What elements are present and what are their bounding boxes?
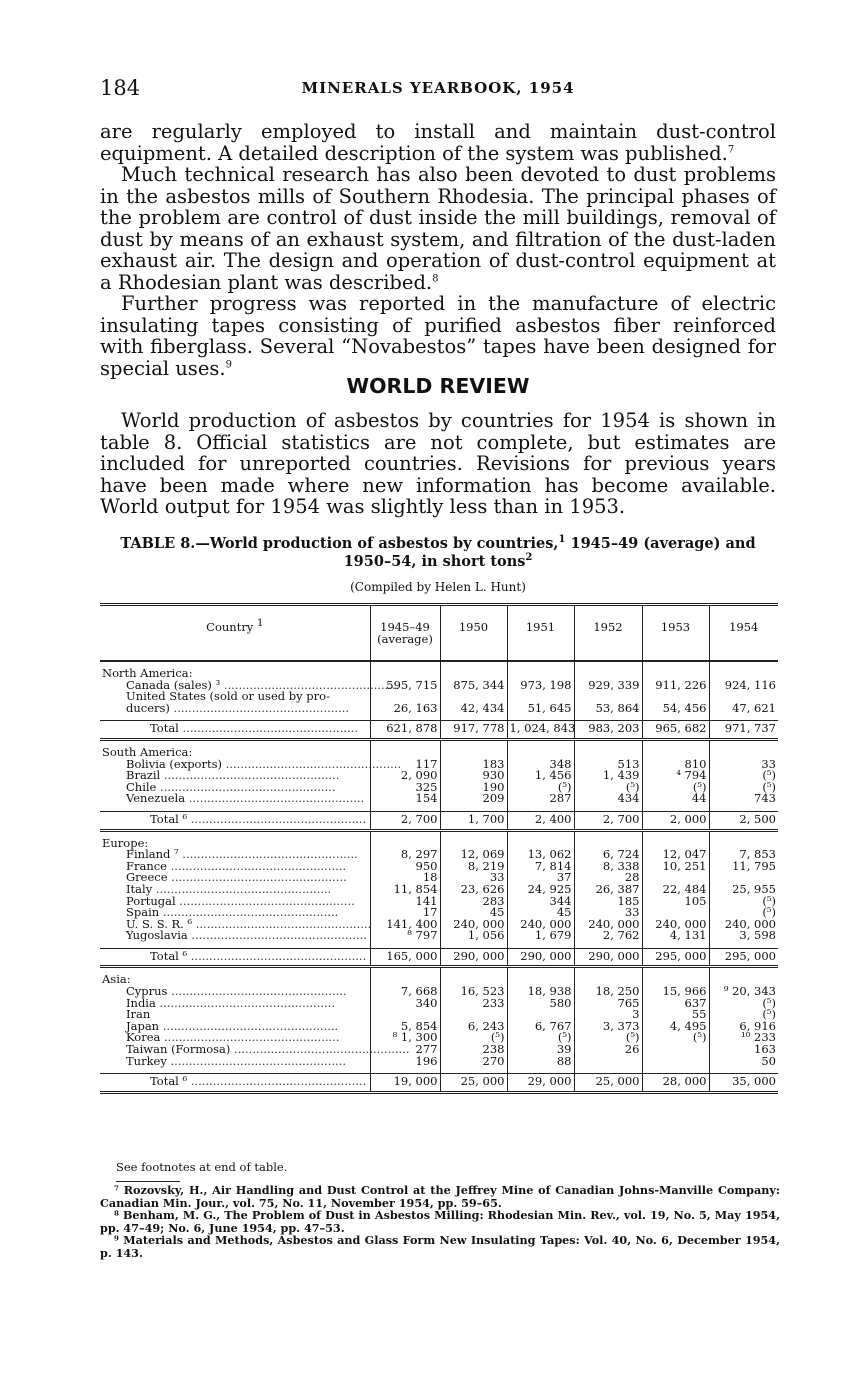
col-header-country xyxy=(100,605,370,662)
spacer-cell xyxy=(440,967,507,975)
country-name xyxy=(102,1053,368,1068)
total-value-cell: 29, 000 xyxy=(507,1074,574,1093)
value-cell: 10, 251 xyxy=(642,861,709,873)
spacer-cell xyxy=(440,830,507,838)
value-cell: 8, 338 xyxy=(574,861,642,873)
value-cell: 45 xyxy=(507,907,574,919)
total-text: Total xyxy=(150,721,179,736)
total-value-cell: 2, 000 xyxy=(642,811,709,830)
value-cell: 26, 163 xyxy=(370,703,440,715)
col-header-1951: 1951 xyxy=(507,605,574,662)
value-cell: 196 xyxy=(370,1056,440,1068)
value-cell: 15, 966 xyxy=(642,986,709,998)
value-cell: 240, 000 xyxy=(642,919,709,931)
country-text: Portugal xyxy=(126,893,176,908)
value-cell: 23, 626 xyxy=(440,884,507,896)
leader-dots: ................................................ xyxy=(166,1053,346,1068)
country-text: Spain xyxy=(126,905,160,920)
total-row xyxy=(100,948,778,967)
total-value-cell: 621, 878 xyxy=(370,721,440,740)
leader-dots: ................................................ xyxy=(155,995,335,1010)
spacer-cell xyxy=(709,739,778,747)
total-value-cell: 983, 203 xyxy=(574,721,642,740)
value-cell: 51, 645 xyxy=(507,703,574,715)
spacer-cell xyxy=(370,830,440,838)
total-label xyxy=(102,811,368,826)
value-cell: (⁵) xyxy=(709,907,778,919)
region-label: Asia: xyxy=(102,972,131,987)
footnote-ref: 2 xyxy=(525,552,533,564)
spacer-cell xyxy=(100,967,370,975)
col-header-1953: 1953 xyxy=(642,605,709,662)
value-cell: 26 xyxy=(574,1044,642,1056)
value-cell: 37 xyxy=(507,872,574,884)
value-cell: 6, 243 xyxy=(440,1021,507,1033)
value-cell: 240, 000 xyxy=(440,919,507,931)
spacer-cell xyxy=(440,739,507,747)
value-cell: (⁵) xyxy=(507,1032,574,1044)
country-text: ducers) xyxy=(126,700,170,715)
region-label: South America: xyxy=(102,744,193,759)
paragraph-text: Further progress was reported in the manufacture of electric insulating tapes consisting of purified asbestos fiber reinforced with fiberglass. Several “Novabestos” tapes have been designed for special uses. xyxy=(100,292,776,380)
value-cell: 22, 484 xyxy=(642,884,709,896)
value-cell: 25, 955 xyxy=(709,884,778,896)
total-value-cell: 290, 000 xyxy=(574,948,642,967)
value-cell: 7, 853 xyxy=(709,849,778,861)
value-cell: 33 xyxy=(709,759,778,771)
intro-text xyxy=(100,121,776,379)
value-cell: 13, 062 xyxy=(507,849,574,861)
spacer-row xyxy=(100,830,778,838)
total-value-cell: 295, 000 xyxy=(709,948,778,967)
running-head: MINERALS YEARBOOK, 1954 xyxy=(301,79,575,97)
value-cell: (⁵) xyxy=(507,782,574,794)
spacer-cell xyxy=(507,661,574,668)
see-footnotes-note: See footnotes at end of table. xyxy=(116,1160,288,1174)
leader-dots: ................................................ xyxy=(187,928,367,943)
total-label xyxy=(102,948,368,963)
value-cell: 240, 000 xyxy=(574,919,642,931)
value-cell: 930 xyxy=(440,770,507,782)
value-cell: 141 xyxy=(370,896,440,908)
leader-dots: ................................................ xyxy=(192,916,372,931)
country-name xyxy=(102,793,368,805)
value-cell: 3, 373 xyxy=(574,1021,642,1033)
value-cell: 209 xyxy=(440,793,507,805)
value-cell: ⁹ 20, 343 xyxy=(709,986,778,998)
total-value-cell: 295, 000 xyxy=(642,948,709,967)
total-label-cell xyxy=(100,721,370,740)
total-value-cell: 2, 500 xyxy=(709,811,778,830)
value-cell: 277 xyxy=(370,1044,440,1056)
value-cell: 7, 668 xyxy=(370,986,440,998)
value-cell: 875, 344 xyxy=(440,680,507,692)
spacer-cell xyxy=(507,967,574,975)
header-text: Country xyxy=(206,620,254,634)
leader-dots: ................................................ xyxy=(220,677,400,692)
value-cell: 4, 495 xyxy=(642,1021,709,1033)
total-value-cell: 28, 000 xyxy=(642,1074,709,1093)
value-cell: 117 xyxy=(370,759,440,771)
total-value-cell: 25, 000 xyxy=(440,1074,507,1093)
value-cell: (⁵) xyxy=(709,998,778,1010)
country-text: U. S. S. R. ⁶ xyxy=(126,916,193,931)
value-cell: 24, 925 xyxy=(507,884,574,896)
footnote-ref: 1 xyxy=(256,618,264,630)
table-row xyxy=(100,998,778,1010)
country-text: Japan xyxy=(126,1018,160,1033)
value-cell xyxy=(574,1056,642,1068)
country-text: Iran xyxy=(126,1007,151,1022)
header-text: 1945–49 xyxy=(380,620,430,634)
leader-dots: ................................................ xyxy=(167,984,347,999)
value-cell: 595, 715 xyxy=(370,680,440,692)
value-cell: 637 xyxy=(642,998,709,1010)
total-value-cell: 2, 700 xyxy=(574,811,642,830)
value-cell: 765 xyxy=(574,998,642,1010)
leader-dots: ................................................ xyxy=(160,1030,340,1045)
spacer-cell xyxy=(709,661,778,668)
leader-dots: ................................................ xyxy=(152,881,332,896)
total-text: Total ⁶ xyxy=(150,1074,188,1089)
country-text: India xyxy=(126,995,156,1010)
leader-dots: ................................................ xyxy=(175,893,355,908)
table-header-row xyxy=(100,605,778,662)
table-row xyxy=(100,930,778,942)
leader-dots: ................................................ xyxy=(187,948,367,963)
value-cell: 287 xyxy=(507,793,574,805)
value-cell: 580 xyxy=(507,998,574,1010)
value-cell: 238 xyxy=(440,1044,507,1056)
total-row xyxy=(100,1074,778,1093)
country-cell xyxy=(100,793,370,805)
col-header-1950: 1950 xyxy=(440,605,507,662)
leader-dots: ................................................ xyxy=(187,811,367,826)
value-cell: 6, 767 xyxy=(507,1021,574,1033)
value-cell: 929, 339 xyxy=(574,680,642,692)
value-cell: 5, 854 xyxy=(370,1021,440,1033)
spacer-cell xyxy=(709,967,778,975)
value-cell: 18, 938 xyxy=(507,986,574,998)
leader-dots: ................................................ xyxy=(159,1018,339,1033)
table-row xyxy=(100,1056,778,1068)
value-cell: 3 xyxy=(574,1009,642,1021)
country-text: Finland ⁷ xyxy=(126,847,179,862)
leader-dots: ................................................ xyxy=(178,721,358,736)
paragraph xyxy=(100,164,776,293)
value-cell: 1, 439 xyxy=(574,770,642,782)
spacer-cell xyxy=(642,661,709,668)
country-text: France xyxy=(126,858,167,873)
paragraph-text: Much technical research has also been devoted to dust problems in the asbestos mills of Southern Rhodesia. The principal phases of the problem are control of dust inside the mill buildings, removal of dust by means of an exhaust system, and filtration of the dust-laden exhaust air. The design and operation of dust-control equipment at a Rhodesian plant was described. xyxy=(100,163,776,294)
region-label: Europe: xyxy=(102,835,149,850)
total-value-cell: 1, 024, 843 xyxy=(507,721,574,740)
value-cell: 39 xyxy=(507,1044,574,1056)
value-cell: 240, 000 xyxy=(709,919,778,931)
spacer-cell xyxy=(440,661,507,668)
leader-dots: ................................................ xyxy=(160,768,340,783)
spacer-cell xyxy=(507,739,574,747)
value-cell: 183 xyxy=(440,759,507,771)
footnote-ref: 8 xyxy=(432,273,439,284)
country-text: Chile xyxy=(126,779,157,794)
value-cell: (⁵) xyxy=(440,1032,507,1044)
value-cell: (⁵) xyxy=(642,782,709,794)
country-text: Bolivia (exports) xyxy=(126,756,222,771)
table-row xyxy=(100,703,778,715)
value-cell: 12, 047 xyxy=(642,849,709,861)
country-text: Brazil xyxy=(126,768,161,783)
value-cell: ⁴ 794 xyxy=(642,770,709,782)
value-cell: 185 xyxy=(574,896,642,908)
country-cell xyxy=(100,1053,370,1068)
footnote-ref: 7 xyxy=(727,144,735,155)
review-text xyxy=(100,410,776,518)
country-text: Greece xyxy=(126,870,168,885)
spacer-row xyxy=(100,739,778,747)
col-header-1954: 1954 xyxy=(709,605,778,662)
footnote: ⁸ Benham, M. G., The Problem of Dust in Asbestos Milling: Rhodesian Min. Rev., vol. 19, No. 5, May 1954, pp. 47–49; No. 6, June 1954, pp. 47–53. xyxy=(100,1208,780,1235)
value-cell: 325 xyxy=(370,782,440,794)
footnote: ⁷ Rozovsky, H., Air Handling and Dust Control at the Jeffrey Mine of Canadian Johns-Manville Company: Canadian Min. Jour., vol. 75, No. 11, November 1954, pp. 59–65. xyxy=(100,1183,780,1210)
footnote-ref: 9 xyxy=(225,359,232,370)
leader-dots: ................................................ xyxy=(178,847,358,862)
table-row xyxy=(100,793,778,805)
leader-dots: ................................................ xyxy=(156,779,336,794)
table-caption xyxy=(100,535,776,571)
spacer-cell xyxy=(574,830,642,838)
country-name xyxy=(102,700,368,715)
leader-dots: ................................................ xyxy=(230,1042,410,1057)
value-cell: 18, 250 xyxy=(574,986,642,998)
total-value-cell: 290, 000 xyxy=(440,948,507,967)
caption-part: 1945–49 (average) and 1950–54, in short tons xyxy=(343,535,756,570)
col-header-1945 xyxy=(370,605,440,662)
value-cell xyxy=(642,1044,709,1056)
value-cell: 53, 864 xyxy=(574,703,642,715)
country-text: Taiwan (Formosa) xyxy=(126,1042,231,1057)
page-number: 184 xyxy=(100,76,141,100)
value-cell: 270 xyxy=(440,1056,507,1068)
paragraph xyxy=(100,293,776,379)
value-cell: 18 xyxy=(370,872,440,884)
value-cell: 1, 679 xyxy=(507,930,574,942)
value-cell: ¹⁰ 233 xyxy=(709,1032,778,1044)
leader-dots: ................................................ xyxy=(159,905,339,920)
total-value-cell: 2, 700 xyxy=(370,811,440,830)
value-cell: 44 xyxy=(642,793,709,805)
value-cell: 33 xyxy=(440,872,507,884)
total-label-cell xyxy=(100,948,370,967)
value-cell: 1, 456 xyxy=(507,770,574,782)
value-cell: 434 xyxy=(574,793,642,805)
country-text: United States (sold or used by pro- xyxy=(126,689,330,704)
total-label xyxy=(102,723,368,735)
value-cell: 28 xyxy=(574,872,642,884)
value-cell: 190 xyxy=(440,782,507,794)
country-text: Turkey xyxy=(126,1053,167,1068)
caption-part: TABLE 8.—World production of asbestos by countries, xyxy=(120,535,559,552)
leader-dots: ................................................ xyxy=(187,1074,367,1089)
spacer-cell xyxy=(507,830,574,838)
country-name xyxy=(102,930,368,942)
value-cell: 42, 434 xyxy=(440,703,507,715)
value-cell: 88 xyxy=(507,1056,574,1068)
total-value-cell: 19, 000 xyxy=(370,1074,440,1093)
spacer-cell xyxy=(574,967,642,975)
value-cell: 950 xyxy=(370,861,440,873)
spacer-row xyxy=(100,661,778,668)
country-text: Cyprus xyxy=(126,984,168,999)
spacer-cell xyxy=(574,739,642,747)
leader-dots: ................................................ xyxy=(169,700,350,715)
total-value-cell: 971, 737 xyxy=(709,721,778,740)
value-cell: 743 xyxy=(709,793,778,805)
total-label-cell xyxy=(100,811,370,830)
value-cell: 16, 523 xyxy=(440,986,507,998)
table-body xyxy=(100,661,778,1092)
total-label-cell xyxy=(100,1074,370,1093)
value-cell: 1, 056 xyxy=(440,930,507,942)
section-title: WORLD REVIEW xyxy=(346,374,530,398)
value-cell: 45 xyxy=(440,907,507,919)
value-cell: 105 xyxy=(642,896,709,908)
value-cell: (⁵) xyxy=(709,782,778,794)
leader-dots: ................................................ xyxy=(167,870,347,885)
total-value-cell: 35, 000 xyxy=(709,1074,778,1093)
value-cell: 6, 724 xyxy=(574,849,642,861)
total-row xyxy=(100,721,778,740)
value-cell: ⁸ 797 xyxy=(370,930,440,942)
table-compiled-by: (Compiled by Helen L. Hunt) xyxy=(350,580,526,594)
value-cell: 344 xyxy=(507,896,574,908)
value-cell: 283 xyxy=(440,896,507,908)
leader-dots: ................................................ xyxy=(167,858,347,873)
spacer-cell xyxy=(370,967,440,975)
total-value-cell: 1, 700 xyxy=(440,811,507,830)
value-cell: 12, 069 xyxy=(440,849,507,861)
spacer-cell xyxy=(709,830,778,838)
leader-dots: ................................................ xyxy=(185,791,365,806)
value-cell: (⁵) xyxy=(709,1009,778,1021)
country-text: Italy xyxy=(126,881,153,896)
spacer-cell xyxy=(370,661,440,668)
country-text: Korea xyxy=(126,1030,161,1045)
spacer-row xyxy=(100,967,778,975)
total-label xyxy=(102,1076,368,1088)
value-cell: 810 xyxy=(642,759,709,771)
value-cell: 50 xyxy=(709,1056,778,1068)
value-cell: 340 xyxy=(370,998,440,1010)
col-header-1952: 1952 xyxy=(574,605,642,662)
total-value-cell: 2, 400 xyxy=(507,811,574,830)
value-cell: 240, 000 xyxy=(507,919,574,931)
value-cell: 7, 814 xyxy=(507,861,574,873)
header-subtext: (average) xyxy=(377,631,433,646)
total-value-cell: 165, 000 xyxy=(370,948,440,967)
value-cell: 924, 116 xyxy=(709,680,778,692)
paragraph-text: are regularly employed to install and maintain dust-control equipment. A detailed description of the system was published. xyxy=(100,120,776,165)
value-cell: (⁵) xyxy=(574,782,642,794)
value-cell: 11, 795 xyxy=(709,861,778,873)
country-cell xyxy=(100,700,370,715)
value-cell: 33 xyxy=(574,907,642,919)
footnote-ref: 1 xyxy=(558,534,566,546)
footnote: ⁹ Materials and Methods, Asbestos and Glass Form New Insulating Tapes: Vol. 40, No. 6, December 1954, p. 143. xyxy=(100,1233,780,1260)
total-row xyxy=(100,811,778,830)
value-cell: 911, 226 xyxy=(642,680,709,692)
value-cell: 513 xyxy=(574,759,642,771)
value-cell: (⁵) xyxy=(709,770,778,782)
spacer-cell xyxy=(642,967,709,975)
country-text: Canada (sales) ³ xyxy=(126,677,221,692)
value-cell: 233 xyxy=(440,998,507,1010)
value-cell: 4, 131 xyxy=(642,930,709,942)
value-cell: 11, 854 xyxy=(370,884,440,896)
paragraph xyxy=(100,121,776,164)
total-value-cell: 965, 682 xyxy=(642,721,709,740)
country-text: Venezuela xyxy=(126,791,186,806)
value-cell: 154 xyxy=(370,793,440,805)
region-label: North America: xyxy=(102,666,193,680)
total-value-cell: 25, 000 xyxy=(574,1074,642,1093)
value-cell: 54, 456 xyxy=(642,703,709,715)
spacer-cell xyxy=(642,739,709,747)
value-cell: (⁵) xyxy=(709,896,778,908)
footnote-divider xyxy=(116,1181,180,1182)
value-cell: 163 xyxy=(709,1044,778,1056)
value-cell: 8, 219 xyxy=(440,861,507,873)
spacer-cell xyxy=(642,830,709,838)
value-cell: 2, 090 xyxy=(370,770,440,782)
production-table xyxy=(100,603,778,1094)
total-value-cell: 290, 000 xyxy=(507,948,574,967)
value-cell: 973, 198 xyxy=(507,680,574,692)
value-cell: 3, 598 xyxy=(709,930,778,942)
value-cell: 6, 916 xyxy=(709,1021,778,1033)
total-text: Total ⁶ xyxy=(150,948,188,963)
spacer-cell xyxy=(574,661,642,668)
value-cell: (⁵) xyxy=(574,1032,642,1044)
page-header xyxy=(100,76,776,102)
leader-dots: ................................................ xyxy=(222,756,402,771)
spacer-cell xyxy=(370,739,440,747)
total-value-cell: 917, 778 xyxy=(440,721,507,740)
value-cell: 17 xyxy=(370,907,440,919)
paragraph: World production of asbestos by countries for 1954 is shown in table 8. Official statistics are not complete, but estimates are included for unreported countries. Revisions for previous years have been made where new information has become available. World output for 1954 was slightly less than in 1953. xyxy=(100,409,776,518)
total-text: Total ⁶ xyxy=(150,811,188,826)
value-cell: 55 xyxy=(642,1009,709,1021)
footnotes xyxy=(100,1184,780,1260)
value-cell: (⁵) xyxy=(642,1032,709,1044)
value-cell: 47, 621 xyxy=(709,703,778,715)
value-cell: 141, 400 xyxy=(370,919,440,931)
value-cell xyxy=(642,1056,709,1068)
value-cell: ⁸ 1, 300 xyxy=(370,1032,440,1044)
country-text: Yugoslavia xyxy=(126,928,188,943)
country-cell xyxy=(100,930,370,942)
value-cell: 2, 762 xyxy=(574,930,642,942)
value-cell: 348 xyxy=(507,759,574,771)
value-cell: 8, 297 xyxy=(370,849,440,861)
value-cell: 26, 387 xyxy=(574,884,642,896)
